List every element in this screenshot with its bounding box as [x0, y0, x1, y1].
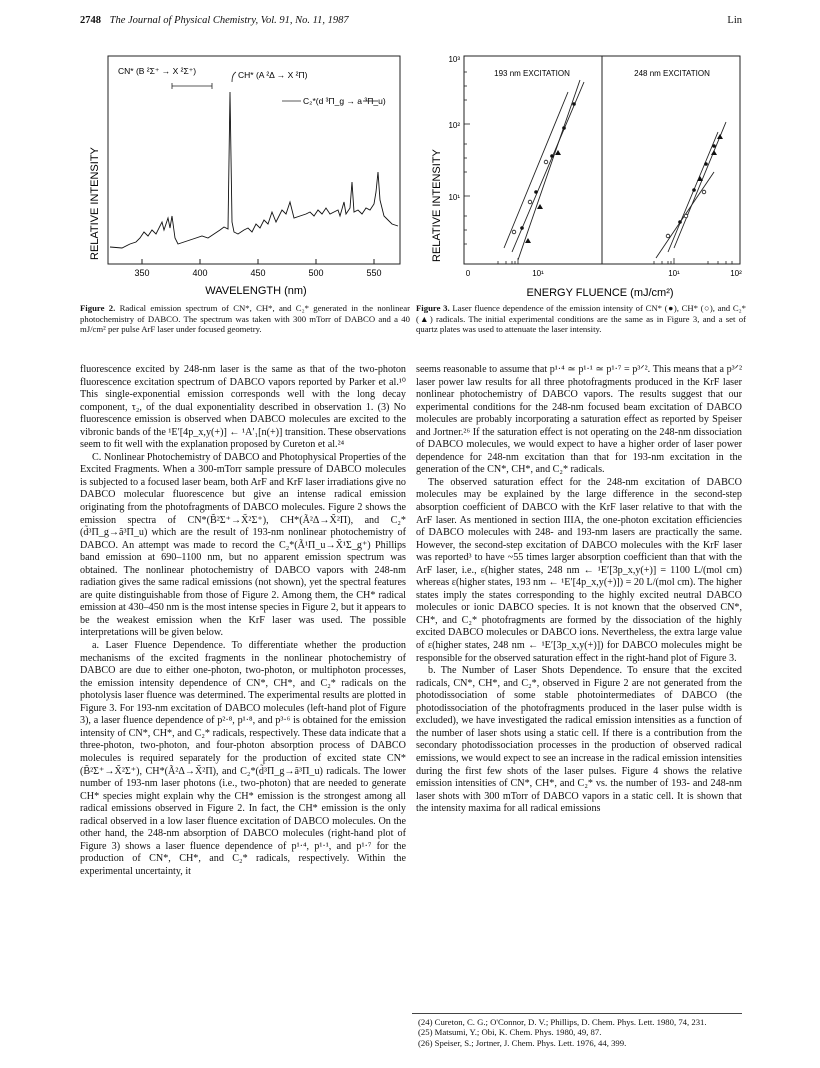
- fig3-point: [512, 230, 516, 234]
- fig3-right-fit-cn: [668, 132, 718, 252]
- fig3-xtick-100: 10²: [730, 269, 742, 278]
- fig3-point: [572, 102, 576, 106]
- running-header: [80, 15, 349, 26]
- fig3-point: [704, 162, 708, 166]
- fig3-point: [684, 214, 688, 218]
- fig3-ytick-100: 10²: [448, 121, 460, 130]
- figure-2-xlabel: WAVELENGTH (nm): [205, 285, 307, 297]
- figure-2-frame: [108, 56, 400, 264]
- right-column: [416, 364, 742, 816]
- figure-2-caption-label: Figure 2.: [80, 303, 116, 313]
- paragraph: The observed saturation effect for the 248-nm excitation of DABCO molecules may be explained by the large difference in the second-step absorption coefficient of DABCO with the KrF laser relative to that with the ArF laser. As mentioned in section IIIA, the one-photon excitation efficiencies of DABCO molecules with 248- and 193-nm lasers are practically the same. However, the second-step excitation of DABCO molecules with the KrF laser was reported³ to have ~55 times larger absorption coefficient than that with the ArF laser, i.e., ε(higher states, 248 nm ← ¹E′[3p_x,y(+)] = 1100 L/(mol cm) whereas ε(higher states, 193 nm ← ¹E′[4p_x,y(+)]) = 20 L/(mol cm). The higher states imply the states corresponding to the highly excited neutral DABCO molecules or ionic DABCO species. It is not known that the observed CN*, CH*, and C₂* photofragments are formed by the dissociation of the highly excited DABCO molecules or DABCO ions. Nevertheless, the extra large value of ε(higher states, 248 nm ← ¹E′[3p_x,y(+)]) for DABCO molecules might be responsible for the observed saturation effect in the right-hand plot of Figure 3.: [416, 476, 742, 664]
- figure-2-caption: [80, 303, 410, 335]
- references-rule: [412, 1013, 742, 1014]
- fig3-xtick-0: 0: [465, 269, 471, 278]
- fig3-ytick-10: 10¹: [448, 193, 460, 202]
- figure-3-ylabel: RELATIVE INTENSITY: [431, 149, 443, 262]
- fig2-label-ch: CH* (A ²Δ → X ²Π): [238, 70, 308, 80]
- journal-citation: The Journal of Physical Chemistry, Vol. 91, No. 11, 1987: [109, 15, 349, 26]
- fig3-point: [544, 160, 548, 164]
- fig3-xtick-10b: 10¹: [668, 269, 680, 278]
- fig3-point: [562, 126, 566, 130]
- author-name: Lin: [727, 15, 742, 26]
- fig2-tick-350: 350: [134, 268, 150, 278]
- fig3-point: [711, 150, 717, 155]
- fig3-point: [534, 190, 538, 194]
- fig2-tick-400: 400: [192, 268, 208, 278]
- fig2-tick-450: 450: [250, 268, 266, 278]
- figure-3-caption-text: Laser fluence dependence of the emission intensity of CN* (●), CH* (○), and C₂*(▲) radicals. The initial experimental conditions are the same as in Figure 3, and a set of quartz plates was used to attenuate the laser intensity.: [416, 303, 746, 335]
- fig3-point: [702, 190, 706, 194]
- fig3-left-fit-c2: [518, 80, 580, 260]
- left-column: [80, 364, 406, 878]
- fig3-panel-right-label: 248 nm EXCITATION: [634, 69, 710, 78]
- fig3-point: [537, 204, 543, 209]
- page-number: 2748: [80, 15, 101, 26]
- fig3-left-fit-ch: [504, 92, 568, 248]
- fig3-point: [550, 154, 554, 158]
- fig2-spectrum-line: [110, 92, 398, 248]
- paragraph: b. The Number of Laser Shots Dependence. To ensure that the excited radicals, CN*, CH*, and C₂*, observed in Figure 2 are not generated from the photodissociation of some stable photointermediates of DABCO (the photodissociation of the photofragments produced in the laser pulse width is excluded), we have investigated the radical emission intensities as a function of the number of laser shots using a static cell. If there is a contribution from the secondary photodissociation processes in the production of observed radical emissions, we would expect to see an increase in the radical emission intensities during the first few shots of the laser pulses. Figure 4 shows the relative emission intensities of CN*, CH*, and C₂* vs. the number of 193- and 248-nm laser shots with 300 mTorr of DABCO vapors in a static cell. It is shown that the intensity maxima for all radical emissions: [416, 665, 742, 815]
- paragraph: fluorescence excited by 248-nm laser is the same as that of the two-photon fluorescence excitation spectrum of DABCO vapors reported by Parker et al.¹⁰ This single-exponential emission corresponds well with the long decay component, τ₂, of the dual exponentiality described in observation 1. (3) No fluorescence emission is observed when DABCO molecules are excited to the vibronic bands of the ¹E′[4p_x,y(+)] ← ¹A′₁[n(+)] transition. These observations seem to fit well with the explanation proposed by Cureton et al.²⁴: [80, 364, 406, 451]
- fig2-label-c2: C₂*(d ³Π_g → a ³Π_u): [303, 96, 386, 106]
- paragraph: a. Laser Fluence Dependence. To differentiate whether the production mechanisms of the excited fragments in the nonlinear photochemistry of DABCO are due to either one-photon, two-photon, or multiphoton processes, the emission intensity dependence of CN*, CH*, and C₂* radicals on the photolysis laser fluence was determined. The experimental results are plotted in Figure 3. For 193-nm excitation of DABCO molecules (left-hand plot of Figure 3), a laser fluence dependence of p²·⁸, p¹·⁸, and p³·⁶ is obtained for the emission intensity of CN*, CH*, and C₂* radicals, respectively. These data indicate that a three-photon, two-photon, and four-photon absorption process of DABCO molecules is required separately for the production of excited state CN*(B̃²Σ⁺→X̃²Σ⁺), CH*(Ã²Δ→X̃²Π), and C₂*(d̃³Π_g→ã³Π_u) radicals. The lower number of 193-nm laser photons (i.e., two-photon) that are needed to generate CH* species might explain why the CH* emission is the strongest among all radical emissions observed in Figure 2. In fact, the CH* emission is the only radical observed in a low laser fluence excitation of DABCO molecules. On the other hand, the 248-nm absorption of DABCO molecules (right-hand plot of Figure 3) shows a laser fluence dependence of p¹·⁴, p¹·¹, and p¹·⁷ for the production of CN*, CH*, and C₂* radicals, respectively. Within the experimental uncertainty, it: [80, 640, 406, 877]
- fig3-point: [712, 144, 716, 148]
- fig3-point: [666, 234, 670, 238]
- fig3-point: [692, 188, 696, 192]
- fig3-xtick-10a: 10¹: [532, 269, 544, 278]
- figure-3-caption: [416, 303, 746, 335]
- fig3-right-fit-c2: [674, 122, 726, 248]
- fig3-point: [678, 220, 682, 224]
- fig3-point: [697, 176, 703, 181]
- fig3-point: [717, 134, 723, 139]
- fig2-tick-550: 550: [366, 268, 382, 278]
- fig3-point: [528, 200, 532, 204]
- paragraph: seems reasonable to assume that p¹·⁴ ≃ p¹·¹ ≃ p¹·⁷ = p³ᐟ². This means that a p³ᐟ² laser power law results for all three photofragments produced in the KrF laser nonlinear photochemistry of DABCO vapors. The results suggest that our experimental conditions for the 248-nm focused beam excitation of DABCO molecules are probably incorporating a saturation effect as reported by Speiser and Jortner.²⁶ If the saturation effect is not operating on the 248-nm dissociation of DABCO molecules, we would expect to have a higher order of laser power dependence for 248-nm excitation than that for 193-nm excitation in the generation of the CN*, CH*, and C₂* radicals.: [416, 364, 742, 476]
- references: [412, 1013, 742, 1048]
- fig3-point: [525, 238, 531, 243]
- paragraph: C. Nonlinear Photochemistry of DABCO and Photophysical Properties of the Excited Fragments. When a 300-mTorr sample pressure of DABCO molecules is subjected to a focused laser beam, both ArF and KrF laser irradiations give no DABCO molecular fluorescence but give an intense radical emission originating from the photofragments of DABCO molecules. Figure 2 shows the emission spectra of CN*(B̃²Σ⁺→X̃²Σ⁺), CH*(Ã²Δ→X̃²Π), and C₂*(d̃³Π_g→ã³Π_u) which are the result of 193-nm nonlinear photochemistry of DABCO. An attempt was made to record the C₂*(Ã¹Π_u→X̃¹Σ_g⁺) Phillips band emission at 690–1100 nm, but no apparent emission spectrum was obtained. The nonlinear photochemistry of DABCO vapors with 248-nm radiation gives the same radical emissions (not shown), yet the spectral features are quite distinguishable from those of Figure 2. Among them, the CH* radical emission at 430–450 nm is the most intense species in Figure 2, but it appears to be the weakest emission when the KrF laser was used. The possible interpretations will be given below.: [80, 451, 406, 639]
- reference-24: (24) Cureton, C. G.; O'Connor, D. V.; Phillips, D. Chem. Phys. Lett. 1980, 74, 231.: [418, 1017, 707, 1027]
- fig3-panel-left-label: 193 nm EXCITATION: [494, 69, 570, 78]
- figure-2-caption-text: Radical emission spectrum of CN*, CH*, and C₂* generated in the nonlinear photochemistry of DABCO. The spectrum was taken with 300 mTorr of DABCO and a 40 mJ/cm² per pulse ArF laser under focused geometry.: [80, 303, 411, 335]
- figure-3-xlabel: ENERGY FLUENCE (mJ/cm²): [526, 287, 674, 299]
- figure-2: [78, 52, 408, 300]
- figure-2-ylabel: RELATIVE INTENSITY: [89, 147, 101, 260]
- reference-25: (25) Matsumi, Y.; Obi, K. Chem. Phys. 1980, 49, 87.: [418, 1027, 602, 1038]
- fig3-ytick-1000: 10³: [448, 55, 460, 64]
- fig3-point: [520, 226, 524, 230]
- fig2-tick-500: 500: [308, 268, 324, 278]
- reference-26: (26) Speiser, S.; Jortner, J. Chem. Phys. Lett. 1976, 44, 399.: [418, 1037, 627, 1048]
- figure-3: [418, 52, 748, 302]
- figure-3-caption-label: Figure 3.: [416, 303, 450, 313]
- fig2-label-cn: CN* (B ²Σ⁺ → X ²Σ⁺): [118, 66, 197, 76]
